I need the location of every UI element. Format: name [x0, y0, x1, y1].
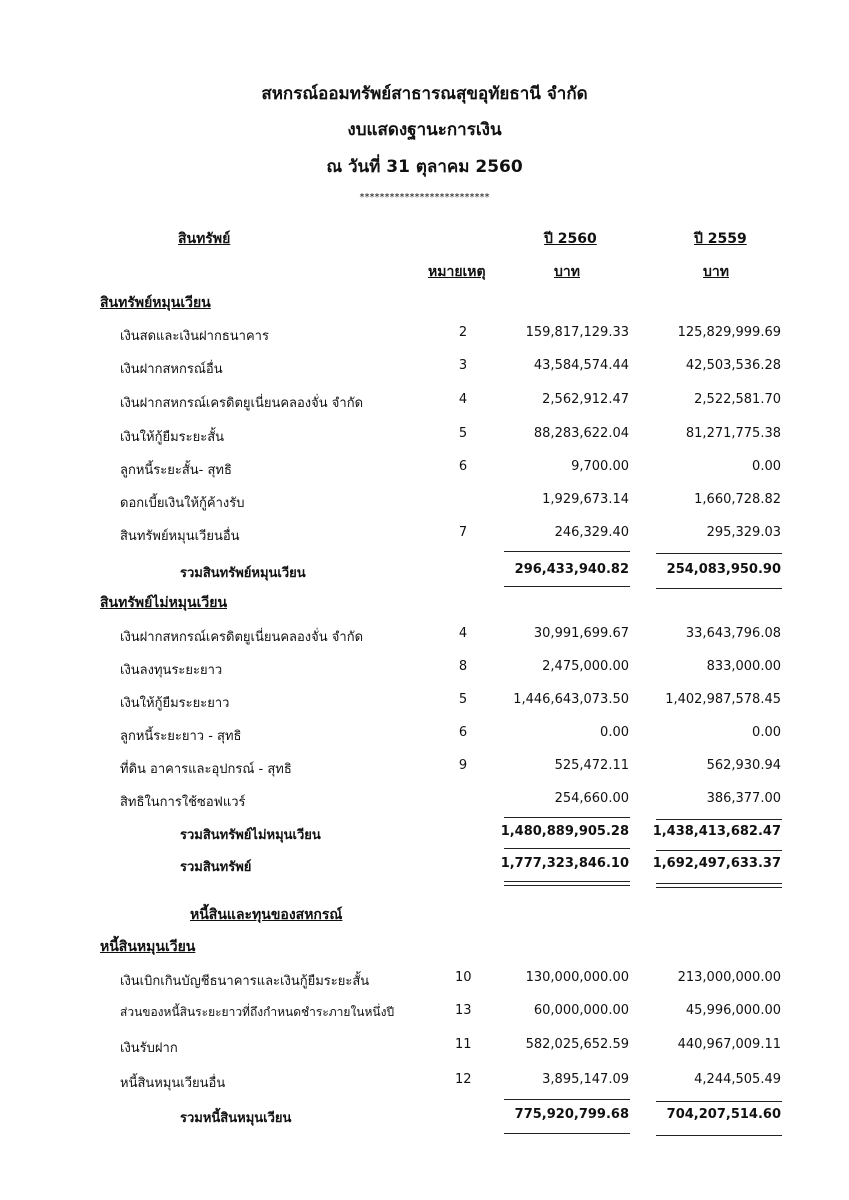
row-label: เงินฝากสหกรณ์เครดิตยูเนี่ยนคลองจั่น จำกัด [120, 396, 364, 411]
subtotal-rule-2560 [504, 848, 630, 849]
row-label: เงินสดและเงินฝากธนาคาร [120, 329, 269, 344]
row-value-2560: 3,895,147.09 [542, 1072, 629, 1087]
table-row [0, 492, 849, 516]
row-value-2560: 296,433,940.82 [514, 562, 629, 577]
current-liabilities-heading: หนี้สินหมุนเวียน [100, 939, 196, 955]
row-value-2560: 2,562,912.47 [542, 392, 629, 407]
total-assets-row [0, 856, 849, 880]
noncurrent-assets-total-row [0, 824, 849, 848]
row-label: เงินฝากสหกรณ์เครดิตยูเนี่ยนคลองจั่น จำกัด [120, 630, 364, 645]
row-value-2559: 704,207,514.60 [666, 1107, 781, 1122]
row-value-2560: 246,329.40 [554, 525, 629, 540]
table-row [0, 1003, 849, 1027]
row-note: 7 [458, 525, 468, 540]
row-value-2560: 1,929,673.14 [542, 492, 629, 507]
table-row [0, 392, 849, 416]
subtotal-rule-2559 [656, 553, 782, 554]
row-value-2560: 2,475,000.00 [542, 659, 629, 674]
row-value-2559: 2,522,581.70 [694, 392, 781, 407]
subtotal-rule-2559 [656, 1101, 782, 1102]
statement-date: ณ วันที่ 31 ตุลาคม 2560 [326, 157, 523, 177]
note-column-heading: หมายเหตุ [428, 264, 486, 280]
row-label: ลูกหนี้ระยะสั้น- สุทธิ [120, 463, 232, 478]
row-label: ลูกหนี้ระยะยาว - สุทธิ [120, 729, 242, 744]
row-value-2560: 525,472.11 [554, 758, 629, 773]
year-2559-heading: ปี 2559 [694, 231, 747, 247]
table-row [0, 1037, 849, 1061]
row-value-2560: 1,446,643,073.50 [513, 692, 629, 707]
table-row [0, 358, 849, 382]
row-value-2559: 1,438,413,682.47 [652, 824, 781, 839]
row-value-2560: 88,283,622.04 [533, 426, 629, 441]
row-value-2559: 562,930.94 [706, 758, 781, 773]
assets-column-heading: สินทรัพย์ [178, 231, 231, 247]
row-value-2559: 1,402,987,578.45 [665, 692, 781, 707]
table-row [0, 459, 849, 483]
row-note: 2 [458, 325, 468, 340]
row-label: ส่วนของหนี้สินระยะยาวที่ถึงกำหนดชำระภายในหนึ่งปี [120, 1005, 395, 1019]
table-row [0, 1072, 849, 1096]
liabilities-equity-heading: หนี้สินและทุนของสหกรณ์ [190, 907, 343, 923]
current-assets-total-row [0, 562, 849, 586]
table-row [0, 525, 849, 549]
row-value-2560: 1,777,323,846.10 [500, 856, 629, 871]
row-value-2560: 30,991,699.67 [533, 626, 629, 641]
row-value-2560: 1,480,889,905.28 [500, 824, 629, 839]
table-row [0, 325, 849, 349]
row-value-2560: 254,660.00 [554, 791, 629, 806]
row-note: 10 [455, 970, 472, 985]
subtotal-rule-2559 [656, 850, 782, 851]
row-value-2560: 9,700.00 [571, 459, 629, 474]
table-row [0, 659, 849, 683]
row-value-2559: 254,083,950.90 [666, 562, 781, 577]
total-rule-2560 [504, 1133, 630, 1134]
row-value-2559: 81,271,775.38 [685, 426, 781, 441]
subtotal-rule-2560 [504, 817, 630, 818]
row-note: 8 [458, 659, 468, 674]
grand-total-double-rule-2559 [656, 883, 782, 888]
row-note: 3 [458, 358, 468, 373]
year-2560-heading: ปี 2560 [544, 231, 597, 247]
current-liabilities-total-row [0, 1107, 849, 1131]
row-value-2560: 60,000,000.00 [533, 1003, 629, 1018]
row-label: สินทรัพย์หมุนเวียนอื่น [120, 529, 240, 544]
row-label: เงินเบิกเกินบัญชีธนาคารและเงินกู้ยืมระยะสั้น [120, 974, 370, 989]
separator-stars: ************************** [359, 192, 490, 203]
row-label: สิทธิในการใช้ซอฟแวร์ [120, 795, 246, 810]
row-note: 11 [455, 1037, 472, 1052]
row-note: 5 [458, 426, 468, 441]
table-row [0, 692, 849, 716]
table-row [0, 426, 849, 450]
row-label: เงินให้กู้ยืมระยะยาว [120, 696, 230, 711]
row-label: รวมสินทรัพย์หมุนเวียน [180, 566, 306, 581]
total-rule-2560 [504, 586, 630, 587]
row-value-2560: 582,025,652.59 [525, 1037, 629, 1052]
table-row [0, 758, 849, 782]
row-note: 6 [458, 459, 468, 474]
row-value-2559: 0.00 [752, 725, 781, 740]
row-label: เงินฝากสหกรณ์อื่น [120, 362, 223, 377]
row-note: 4 [458, 392, 468, 407]
unit-2560-heading: บาท [554, 264, 580, 280]
row-label: รวมสินทรัพย์ไม่หมุนเวียน [180, 828, 321, 843]
row-value-2560: 0.00 [600, 725, 629, 740]
grand-total-double-rule-2560 [504, 881, 630, 886]
row-note: 5 [458, 692, 468, 707]
row-value-2559: 440,967,009.11 [677, 1037, 781, 1052]
row-note: 12 [455, 1072, 472, 1087]
row-value-2560: 775,920,799.68 [514, 1107, 629, 1122]
row-value-2559: 1,660,728.82 [694, 492, 781, 507]
subtotal-rule-2560 [504, 551, 630, 552]
row-note: 6 [458, 725, 468, 740]
row-value-2559: 295,329.03 [706, 525, 781, 540]
row-value-2559: 386,377.00 [706, 791, 781, 806]
row-value-2559: 1,692,497,633.37 [652, 856, 781, 871]
row-value-2559: 213,000,000.00 [677, 970, 781, 985]
statement-title: งบแสดงฐานะการเงิน [347, 120, 502, 140]
row-label: หนี้สินหมุนเวียนอื่น [120, 1076, 226, 1091]
row-value-2560: 159,817,129.33 [525, 325, 629, 340]
row-value-2559: 833,000.00 [706, 659, 781, 674]
row-label: ที่ดิน อาคารและอุปกรณ์ - สุทธิ [120, 762, 292, 777]
org-name: สหกรณ์ออมทรัพย์สาธารณสุขอุทัยธานี จำกัด [261, 84, 588, 104]
row-label: เงินรับฝาก [120, 1041, 178, 1056]
current-assets-heading: สินทรัพย์หมุนเวียน [100, 295, 211, 311]
total-rule-2559 [656, 588, 782, 589]
row-value-2559: 33,643,796.08 [685, 626, 781, 641]
table-row [0, 626, 849, 650]
row-note: 4 [458, 626, 468, 641]
row-value-2559: 0.00 [752, 459, 781, 474]
row-value-2559: 42,503,536.28 [685, 358, 781, 373]
unit-2559-heading: บาท [703, 264, 729, 280]
row-label: เงินลงทุนระยะยาว [120, 663, 223, 678]
row-value-2559: 45,996,000.00 [685, 1003, 781, 1018]
subtotal-rule-2560 [504, 1099, 630, 1100]
row-value-2560: 130,000,000.00 [525, 970, 629, 985]
total-rule-2559 [656, 1135, 782, 1136]
table-row [0, 970, 849, 994]
row-value-2559: 125,829,999.69 [677, 325, 781, 340]
noncurrent-assets-heading: สินทรัพย์ไม่หมุนเวียน [100, 595, 228, 611]
row-value-2560: 43,584,574.44 [533, 358, 629, 373]
row-label: รวมหนี้สินหมุนเวียน [180, 1111, 292, 1126]
subtotal-rule-2559 [656, 819, 782, 820]
row-label: ดอกเบี้ยเงินให้กู้ค้างรับ [120, 496, 245, 511]
row-label: เงินให้กู้ยืมระยะสั้น [120, 430, 225, 445]
table-row [0, 725, 849, 749]
table-row [0, 791, 849, 815]
row-note: 13 [455, 1003, 472, 1018]
row-value-2559: 4,244,505.49 [694, 1072, 781, 1087]
row-label: รวมสินทรัพย์ [180, 860, 252, 875]
row-note: 9 [458, 758, 468, 773]
